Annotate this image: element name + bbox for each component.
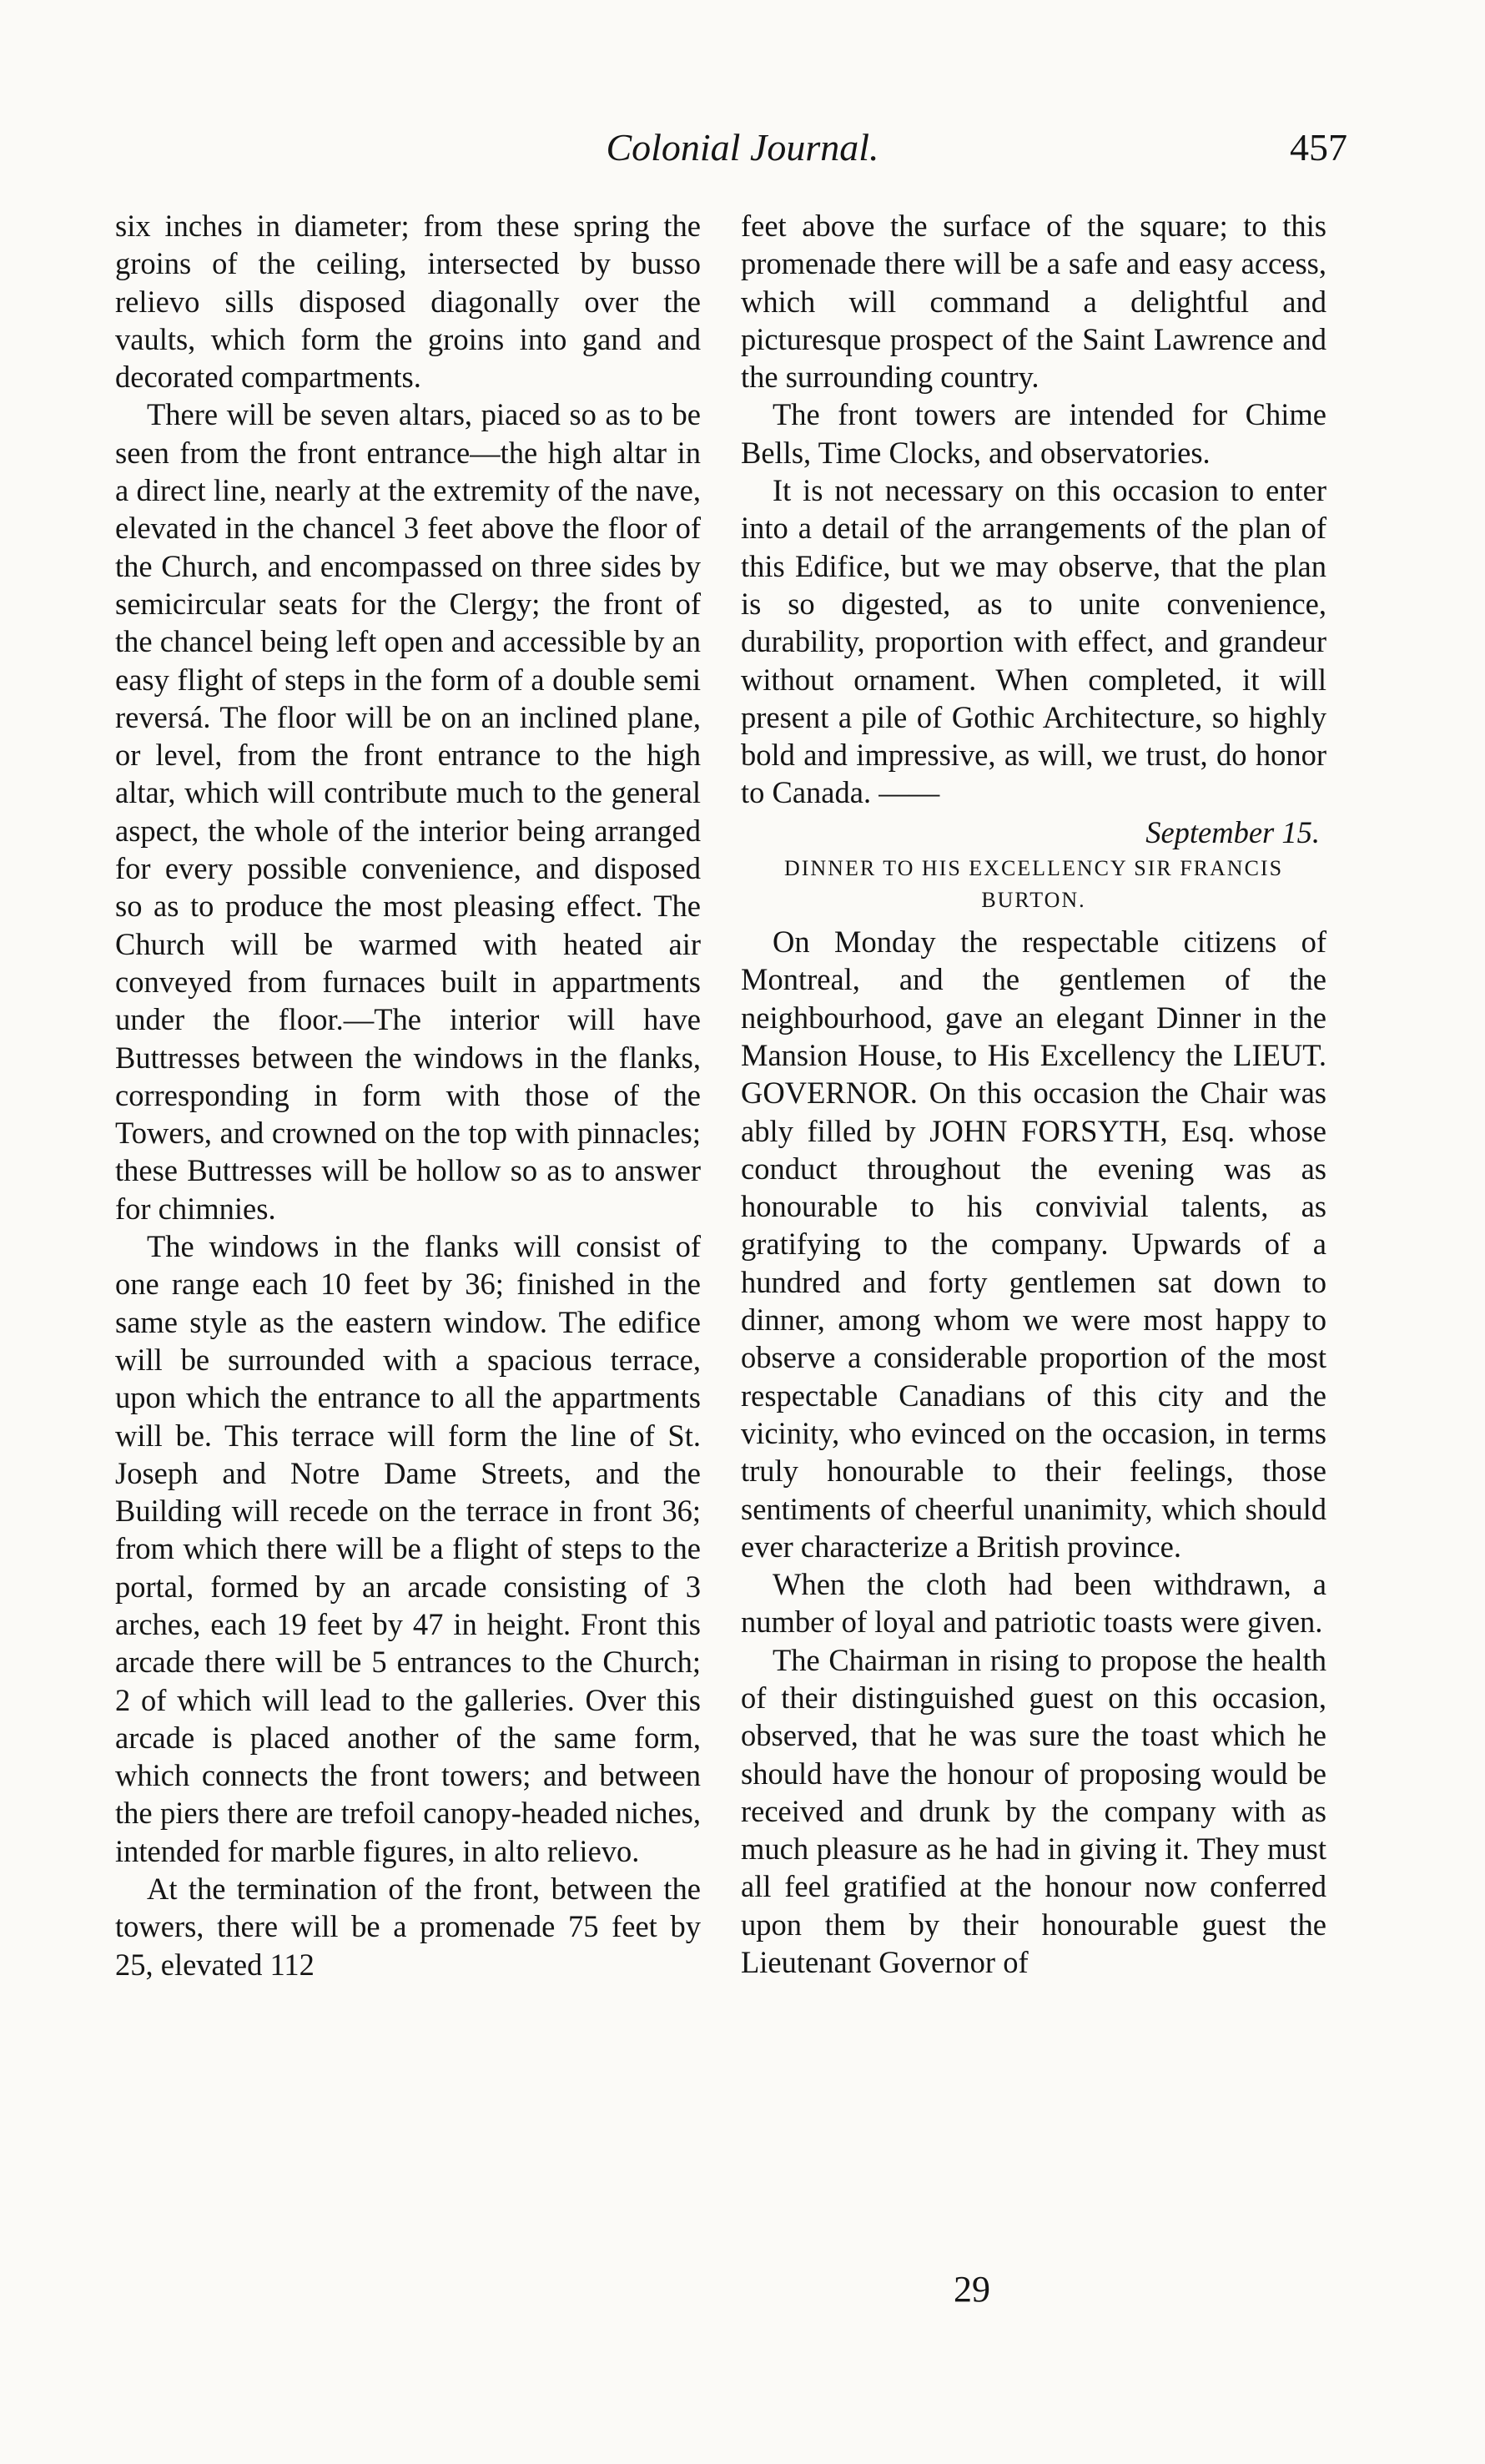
- right-paragraph: When the cloth had been withdrawn, a number of loyal and patriotic toasts were given.: [741, 1567, 1326, 1640]
- left-paragraph: The windows in the flanks will consist of one range each 10 feet by 36; finished in the same style as the eastern window. The edifice will be surrounded with a spacious terrace, upon which the entrance to all the appartments will be. This terrace will form the line of St. Joseph and Notre Dame Streets, and the Building will recede on the terrace in front 36; from which there will be a flight of steps to the portal, formed by an arcade consisting of 3 arches, each 19 feet by 47 in height. Front this arcade there will be 5 entrances to the Church; 2 of which will lead to the galleries. Over this arcade is placed another of the same form, which connects the front towers; and between the piers there are trefoil canopy-headed niches, intended for marble figures, in alto relievo.: [115, 1229, 701, 1868]
- article-headline: DINNER TO HIS EXCELLENCY SIR FRANCIS BURTON.: [783, 856, 1284, 913]
- right-paragraph: feet above the surface of the square; to this promenade there will be a safe and easy access, which will command a delightful and picturesque prospect of the Saint Lawrence and the surrounding country.: [741, 209, 1326, 395]
- left-paragraph: six inches in diameter; from these spring the groins of the ceiling, intersected by busso relievo sills disposed diagonally over the vaults, which form the groins into gand and decorated compartments.: [115, 209, 701, 395]
- dateline: September 15.: [1145, 814, 1320, 849]
- right-paragraph: On Monday the respectable citizens of Montreal, and the gentlemen of the neighbourhood, gave an elegant Dinner in the Mansion House, to His Excellency the LIEUT. GOVERNOR. On this occasion the Chair was ably filled by JOHN FORSYTH, Esq. whose conduct throughout the evening was as honourable to his convivial talents, as gratifying to the company. Upwards of a hundred and forty gentlemen sat down to dinner, among whom we were most happy to observe a considerable proportion of the most respectable Canadians of this city and the vicinity, who evinced on the occasion, in terms truly honourable to their feelings, those sentiments of cheerful unanimity, which should ever characterize a British province.: [741, 925, 1326, 1564]
- left-paragraph: At the termination of the front, between the towers, there will be a promenade 75 feet by 25, elevated 112: [115, 1872, 701, 1982]
- right-column: [741, 207, 1326, 1981]
- left-paragraph: There will be seven altars, piaced so as to be seen from the front entrance—the high altar in a direct line, nearly at the extremity of the nave, elevated in the chancel 3 feet above the floor of the Church, and encompassed on three sides by semicircular seats for the Clergy; the front of the chancel being left open and accessible by an easy flight of steps in the form of a double semi reversá. The floor will be on an inclined plane, or level, from the front entrance to the high altar, which will contribute much to the general aspect, the whole of the interior being arranged for every possible convenience, and disposed so as to produce the most pleasing effect. The Church will be warmed with heated air conveyed from furnaces built in appartments under the floor.—The interior will have Buttresses between the windows in the flanks, corresponding in form with those of the Towers, and crowned on the top with pinnacles; these Buttresses will be hollow so as to answer for chimnies.: [115, 397, 701, 1226]
- page-number: 457: [1290, 126, 1347, 169]
- signature-mark: 29: [954, 2269, 990, 2310]
- left-column: [115, 207, 701, 1983]
- right-paragraph: The Chairman in rising to propose the health of their distinguished guest on this occasion, observed, that he was sure the toast which he should have the honour of proposing would be received and drunk by the company with as much pleasure as he had in giving it. They must all feel gratified at the honour now conferred upon them by their honourable guest the Lieutenant Governor of: [741, 1642, 1326, 1980]
- right-paragraph: It is not necessary on this occasion to enter into a detail of the arrangements of the plan of this Edifice, but we may observe, that the plan is so digested, as to unite convenience, durability, proportion with effect, and grandeur without ornament. When completed, it will present a pile of Gothic Architecture, so highly bold and impressive, as will, we trust, do honor to Canada. ——: [741, 473, 1326, 810]
- right-paragraph: The front towers are intended for Chime Bells, Time Clocks, and observatories.: [741, 397, 1326, 470]
- running-title: Colonial Journal.: [606, 126, 879, 169]
